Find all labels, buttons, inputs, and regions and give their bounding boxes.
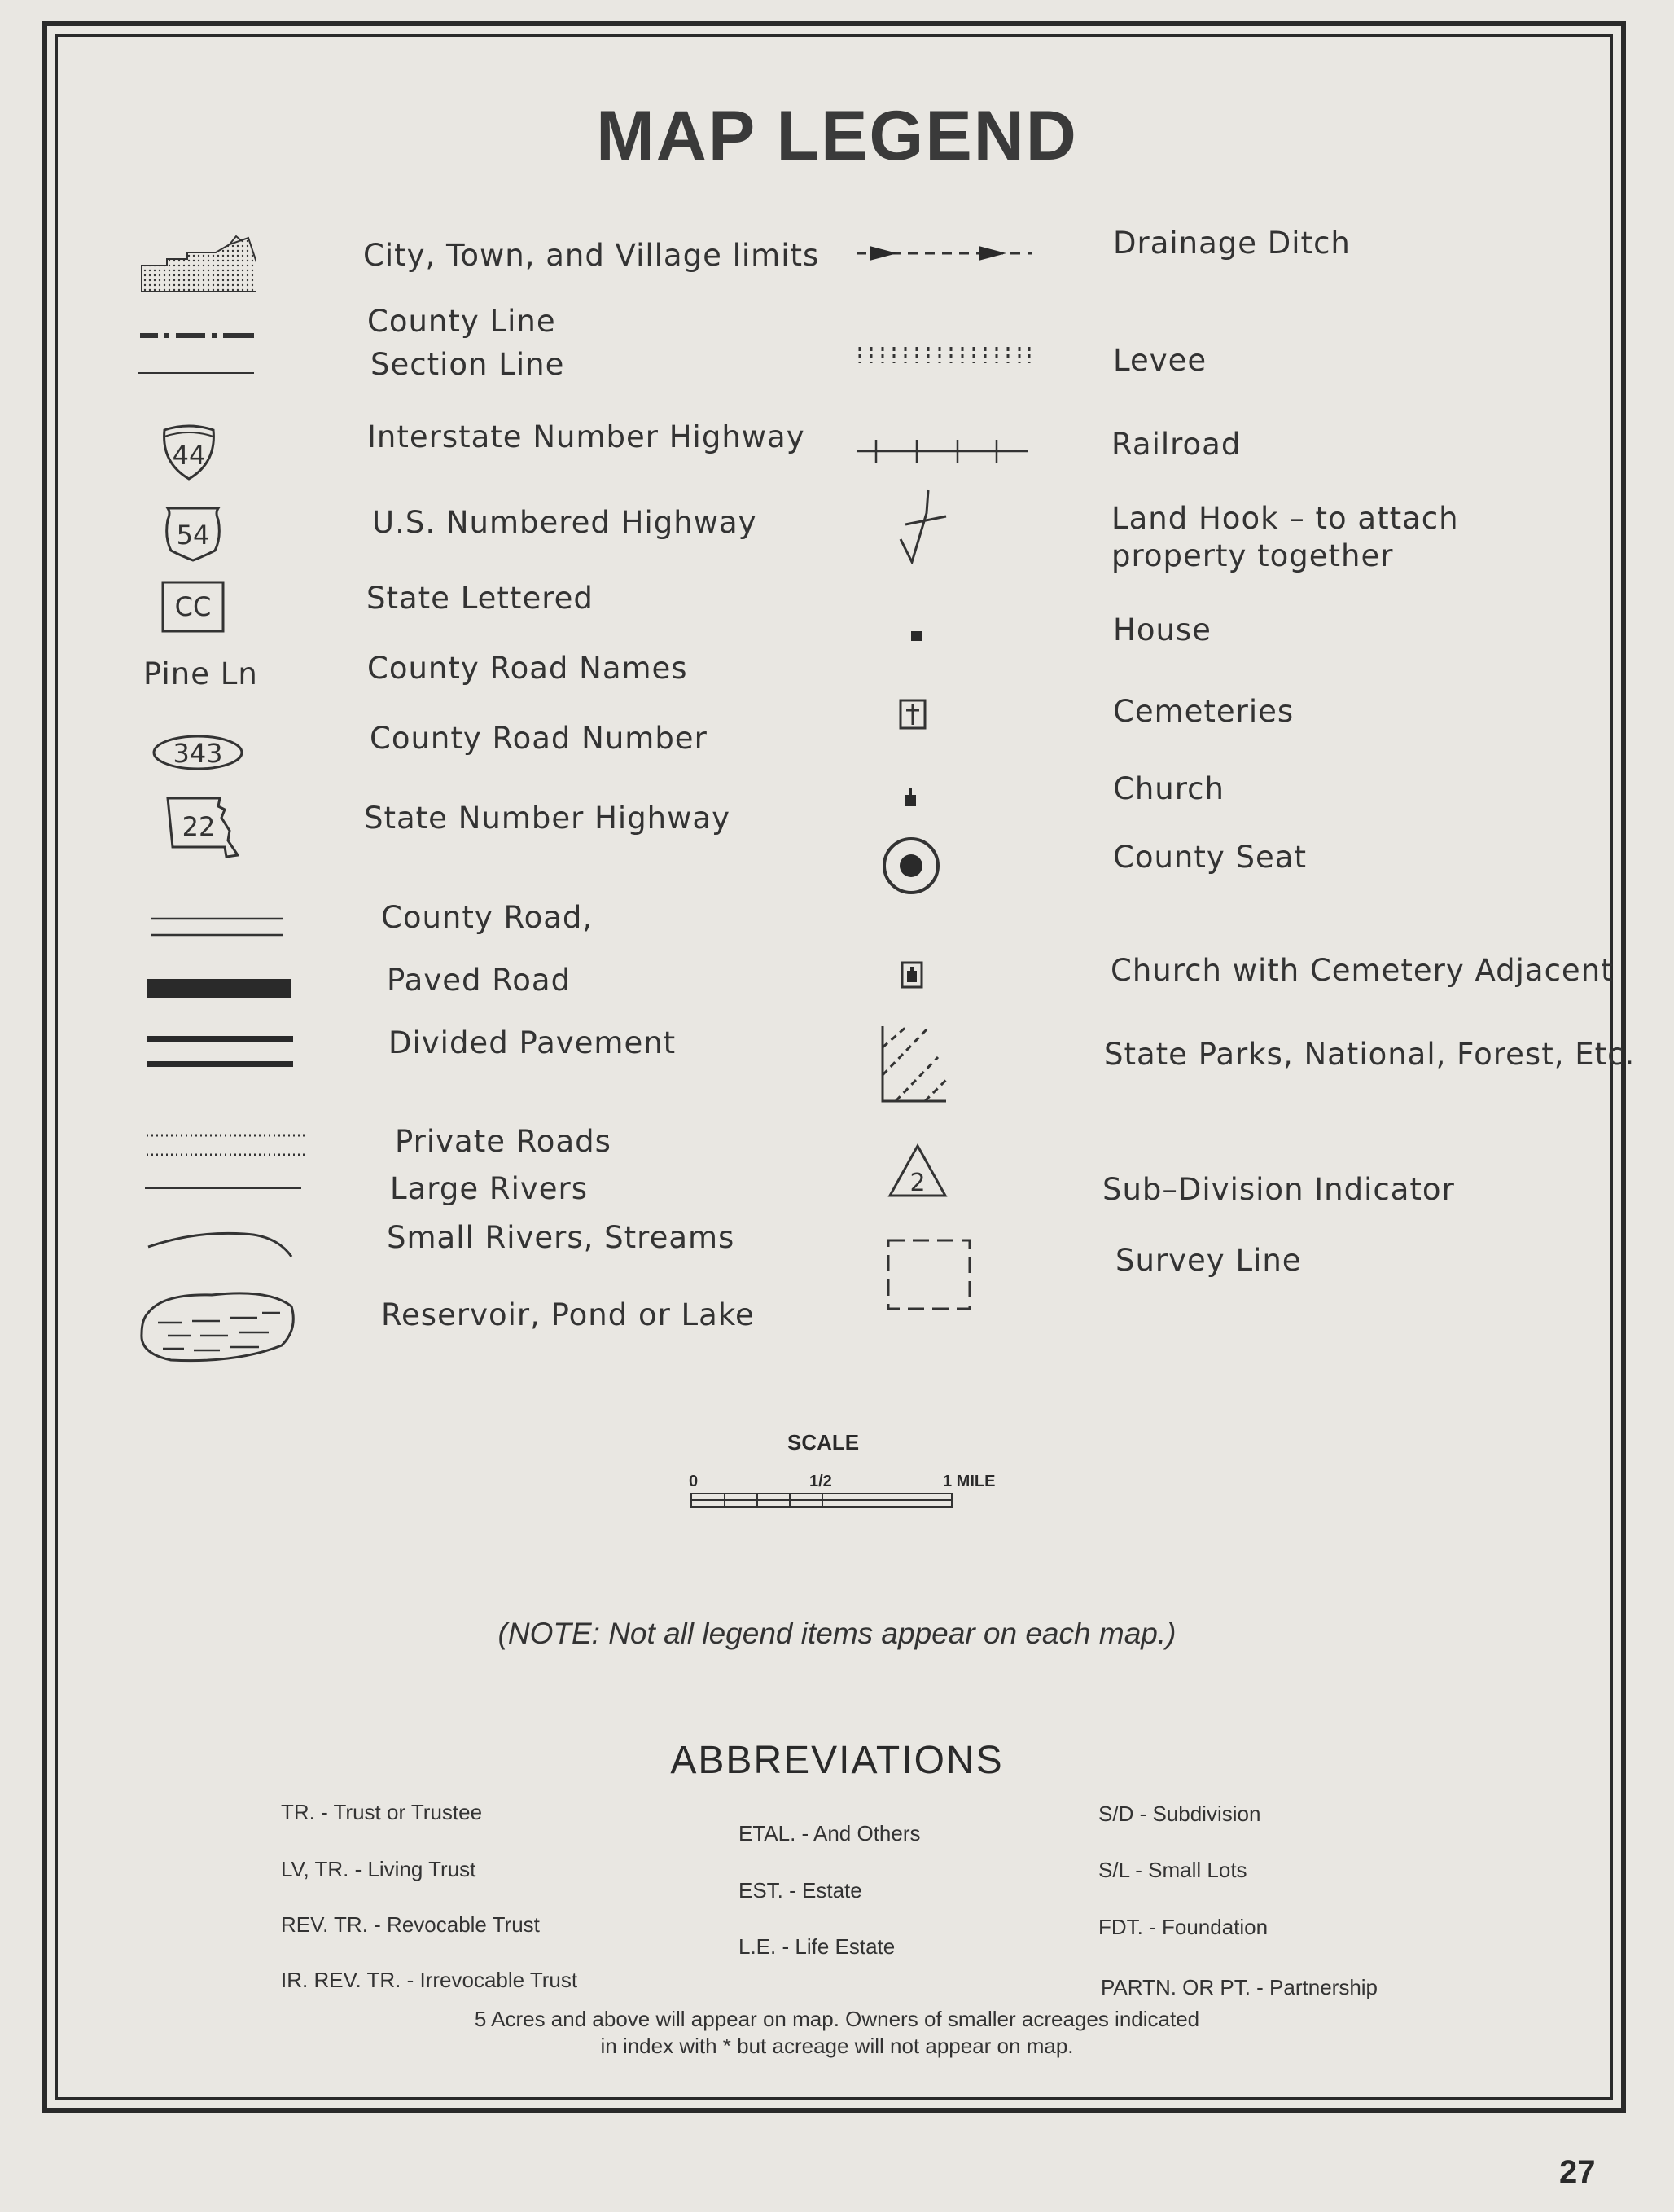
label-levee: Levee [1113, 343, 1207, 378]
label-cemeteries: Cemeteries [1113, 694, 1295, 729]
abbr-subdivision: S/D - Subdivision [1098, 1802, 1261, 1826]
levee-icon [857, 345, 1032, 365]
label-state-parks: State Parks, National, Forest, Etc. [1104, 1037, 1636, 1072]
label-interstate: Interstate Number Highway [367, 419, 805, 454]
label-divided-pavement: Divided Pavement [388, 1025, 677, 1060]
acreage-footnote-line1: 5 Acres and above will appear on map. Owners of smaller acreages indicated [474, 2007, 1200, 2031]
lake-icon [138, 1288, 298, 1365]
private-road-icon [147, 1130, 306, 1160]
page-number: 27 [1559, 2154, 1596, 2190]
subdivision-triangle-icon [887, 1143, 948, 1199]
county-road-oval-icon [151, 733, 245, 772]
abbr-life-estate: L.E. - Life Estate [738, 1934, 896, 1959]
label-county-road-names: County Road Names [367, 651, 688, 686]
small-river-icon [147, 1226, 295, 1260]
label-county-seat: County Seat [1113, 840, 1307, 875]
paved-road-icon [147, 979, 291, 998]
state-letter-box-icon [161, 581, 225, 633]
label-city-limits: City, Town, and Village limits [363, 238, 820, 273]
survey-line-icon [886, 1238, 972, 1311]
land-hook-icon [896, 489, 949, 564]
section-line-icon [138, 371, 254, 375]
label-church: Church [1113, 771, 1225, 806]
label-large-rivers: Large Rivers [390, 1171, 588, 1206]
page-title: MAP LEGEND [596, 97, 1078, 175]
abbr-small-lots: S/L - Small Lots [1098, 1858, 1247, 1882]
label-county-line: County Line [367, 304, 556, 339]
label-paved-road: Paved Road [387, 963, 572, 998]
label-land-hook: Land Hook – to attach property together [1111, 501, 1459, 573]
label-reservoir: Reservoir, Pond or Lake [381, 1297, 755, 1332]
label-house: House [1113, 612, 1212, 647]
abbr-living-trust: LV, TR. - Living Trust [281, 1857, 476, 1881]
scale-title: SCALE [787, 1430, 860, 1455]
scale-one-mile: 1 MILE [943, 1472, 996, 1490]
label-county-road: County Road, [381, 900, 594, 935]
abbr-trust: TR. - Trust or Trustee [281, 1800, 483, 1824]
road-name-sample: Pine Ln [143, 656, 258, 691]
scale-zero: 0 [689, 1472, 699, 1490]
county-road-icon [151, 914, 283, 940]
label-state-lettered: State Lettered [366, 581, 594, 616]
us-shield-icon [161, 505, 225, 562]
county-road-number: 343 [173, 738, 223, 769]
scale-half: 1/2 [809, 1472, 832, 1490]
church-icon [904, 788, 917, 808]
label-railroad: Railroad [1111, 427, 1242, 462]
acreage-footnote-line2: in index with * but acreage will not appear on map. [600, 2034, 1074, 2058]
missouri-shield-icon [164, 795, 239, 860]
label-drainage-ditch: Drainage Ditch [1113, 226, 1351, 261]
abbr-irrevocable-trust: IR. REV. TR. - Irrevocable Trust [281, 1968, 578, 1992]
divided-pavement-icon [147, 1034, 293, 1069]
label-survey-line: Survey Line [1115, 1243, 1302, 1278]
label-state-number-highway: State Number Highway [364, 801, 730, 836]
label-private-roads: Private Roads [395, 1124, 611, 1159]
subdivision-number: 2 [909, 1169, 926, 1197]
label-us-highway: U.S. Numbered Highway [372, 505, 757, 540]
state-letters: CC [174, 591, 212, 622]
label-small-rivers: Small Rivers, Streams [387, 1220, 735, 1255]
scale-bar [690, 1493, 953, 1509]
abbr-estate: EST. - Estate [738, 1878, 862, 1903]
us-number: 54 [176, 520, 210, 551]
state-highway-number: 22 [182, 811, 216, 842]
interstate-shield-icon [160, 422, 218, 481]
abbr-foundation: FDT. - Foundation [1098, 1915, 1269, 1939]
county-line-icon [140, 331, 254, 340]
interstate-number: 44 [172, 440, 206, 471]
label-church-cemetery: Church with Cemetery Adjacent [1111, 953, 1614, 988]
abbreviations-title: ABBREVIATIONS [670, 1739, 1004, 1782]
legend-note: (NOTE: Not all legend items appear on each map.) [497, 1617, 1177, 1650]
cemetery-icon [899, 699, 927, 730]
state-park-icon [879, 1023, 953, 1108]
railroad-icon [857, 438, 1028, 464]
abbr-etal: ETAL. - And Others [738, 1821, 921, 1846]
label-section-line: Section Line [370, 347, 565, 382]
house-icon [910, 630, 923, 642]
county-seat-icon [881, 836, 941, 896]
drainage-ditch-icon [857, 241, 1032, 266]
abbr-partnership: PARTN. OR PT. - Partnership [1101, 1975, 1378, 1999]
city-limits-icon [138, 235, 256, 293]
church-cemetery-icon [901, 961, 923, 989]
label-county-road-number: County Road Number [370, 721, 708, 756]
abbr-revocable-trust: REV. TR. - Revocable Trust [281, 1912, 540, 1937]
large-river-icon [145, 1186, 301, 1191]
label-subdivision: Sub–Division Indicator [1102, 1172, 1455, 1207]
